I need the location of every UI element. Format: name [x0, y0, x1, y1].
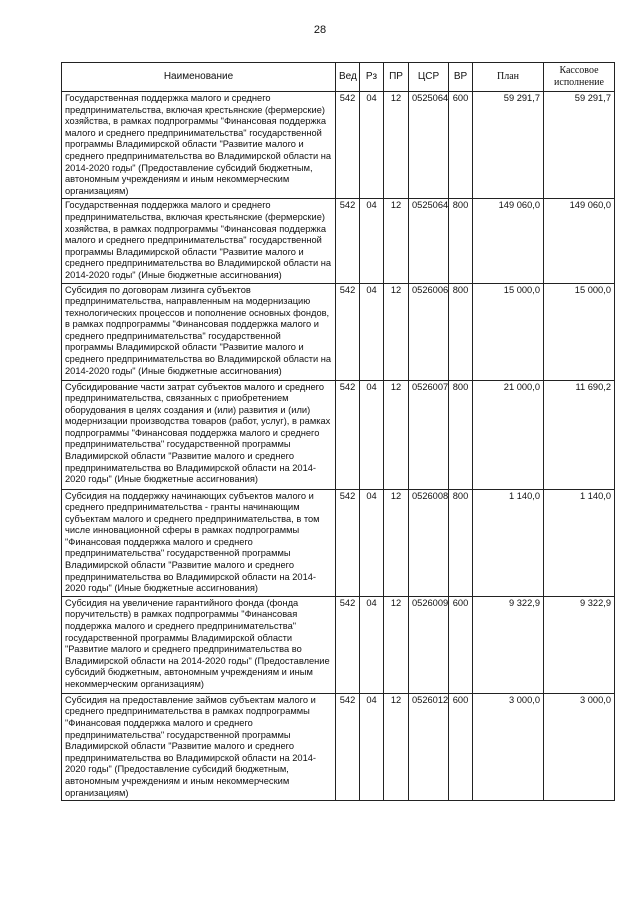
table-row: [62, 489, 615, 596]
row-execution: 9 322,9: [544, 596, 615, 693]
row-name: Субсидия по договорам лизинга субъектов предпринимательства, направленным на модернизацию технологических процессов и пополнение основных фондов, в рамках подпрограммы "Финансовая поддержка малого и среднего предпринимательства" государственной программы Владимирской области "Развитие малого и среднего предпринимательства во Владимирской области на 2014-2020 годы" (Иные бюджетные ассигнования): [62, 283, 336, 380]
row-name: Субсидия на увеличение гарантийного фонда (фонда поручительств) в рамках подпрограммы "Финансовая поддержка малого и среднего предпринимательства" государственной программы Владимирской области "Развитие малого и среднего предпринимательства во Владимирской области на 2014-2020 годы" (Предоставление субсидий бюджетным, автономным учреждениям и иным некоммерческим организациям): [62, 596, 336, 693]
budget-table: [61, 62, 615, 801]
row-pr: 12: [384, 489, 409, 596]
row-execution: 11 690,2: [544, 380, 615, 489]
row-plan: 1 140,0: [473, 489, 544, 596]
row-name: Государственная поддержка малого и среднего предпринимательства, включая крестьянские (фермерские) хозяйства, в рамках подпрограммы "Финансовая поддержка малого и среднего предпринимательства" государственной программы Владимирской области "Развитие малого и среднего предпринимательства во Владимирской области на 2014-2020 годы" (Иные бюджетные ассигнования): [62, 199, 336, 283]
row-name: Государственная поддержка малого и среднего предпринимательства, включая крестьянские (фермерские) хозяйства, в рамках подпрограммы "Финансовая поддержка малого и среднего предпринимательства" государственной программы Владимирской области "Развитие малого и среднего предпринимательства во Владимирской области на 2014-2020 годы" (Предоставление субсидий бюджетным, автономным учреждениям и иным некоммерческим организациям): [62, 92, 336, 199]
row-vr: 800: [449, 199, 473, 283]
row-execution: 15 000,0: [544, 283, 615, 380]
row-vr: 600: [449, 92, 473, 199]
table-body: [62, 92, 615, 801]
row-rz: 04: [360, 693, 384, 800]
row-pr: 12: [384, 283, 409, 380]
header-name: Наименование: [62, 63, 336, 92]
row-csr: 0526009: [409, 596, 449, 693]
row-plan: 9 322,9: [473, 596, 544, 693]
header-ved: Вед: [336, 63, 360, 92]
header-pr: ПР: [384, 63, 409, 92]
header-vr: ВР: [449, 63, 473, 92]
row-ved: 542: [336, 199, 360, 283]
row-csr: 0526007: [409, 380, 449, 489]
row-ved: 542: [336, 489, 360, 596]
row-plan: 3 000,0: [473, 693, 544, 800]
table-row: [62, 380, 615, 489]
row-ved: 542: [336, 596, 360, 693]
row-vr: 800: [449, 489, 473, 596]
row-csr: 0526006: [409, 283, 449, 380]
row-csr: 0525064: [409, 92, 449, 199]
row-name: Субсидирование части затрат субъектов малого и среднего предпринимательства, связанных с приобретением оборудования в целях создания и (или) развития и (или) модернизации производства товаров (работ, услуг), в рамках подпрограммы "Финансовая поддержка малого и среднего предпринимательства" государственной программы Владимирской области "Развитие малого и среднего предпринимательства во Владимирской области на 2014-2020 годы" (Иные бюджетные ассигнования): [62, 380, 336, 489]
row-rz: 04: [360, 380, 384, 489]
row-ved: 542: [336, 693, 360, 800]
row-plan: 21 000,0: [473, 380, 544, 489]
row-ved: 542: [336, 380, 360, 489]
row-rz: 04: [360, 283, 384, 380]
header-rz: Рз: [360, 63, 384, 92]
row-rz: 04: [360, 199, 384, 283]
page-number: 28: [313, 24, 327, 36]
row-execution: 59 291,7: [544, 92, 615, 199]
row-execution: 1 140,0: [544, 489, 615, 596]
table-row: [62, 283, 615, 380]
row-rz: 04: [360, 92, 384, 199]
row-ved: 542: [336, 283, 360, 380]
header-plan: План: [473, 63, 544, 92]
row-vr: 600: [449, 693, 473, 800]
row-name: Субсидия на предоставление займов субъектам малого и среднего предпринимательства в рамках подпрограммы "Финансовая поддержка малого и среднего предпринимательства" государственной программы Владимирской области "Развитие малого и среднего предпринимательства во Владимирской области на 2014-2020 годы" (Предоставление субсидий бюджетным, автономным учреждениям и иным некоммерческим организациям): [62, 693, 336, 800]
row-pr: 12: [384, 199, 409, 283]
row-pr: 12: [384, 92, 409, 199]
row-vr: 600: [449, 596, 473, 693]
row-csr: 0526012: [409, 693, 449, 800]
row-ved: 542: [336, 92, 360, 199]
table-row: [62, 92, 615, 199]
row-rz: 04: [360, 596, 384, 693]
row-execution: 3 000,0: [544, 693, 615, 800]
table-row: [62, 693, 615, 800]
row-csr: 0525064: [409, 199, 449, 283]
row-pr: 12: [384, 693, 409, 800]
row-plan: 59 291,7: [473, 92, 544, 199]
table-row: [62, 596, 615, 693]
row-csr: 0526008: [409, 489, 449, 596]
row-rz: 04: [360, 489, 384, 596]
header-csr: ЦСР: [409, 63, 449, 92]
row-vr: 800: [449, 283, 473, 380]
row-pr: 12: [384, 596, 409, 693]
row-plan: 15 000,0: [473, 283, 544, 380]
header-execution: Кассовое исполнение: [544, 63, 615, 92]
row-name: Субсидия на поддержку начинающих субъектов малого и среднего предпринимательства - гранты начинающим субъектам малого и среднего предпринимательства, в том числе инновационной сферы в рамках подпрограммы "Финансовая поддержка малого и среднего предпринимательства" государственной программы Владимирской области "Развитие малого и среднего предпринимательства во Владимирской области на 2014-2020 годы" (Иные бюджетные ассигнования): [62, 489, 336, 596]
table-row: [62, 199, 615, 283]
row-plan: 149 060,0: [473, 199, 544, 283]
table-header: [62, 63, 615, 92]
row-pr: 12: [384, 380, 409, 489]
row-execution: 149 060,0: [544, 199, 615, 283]
row-vr: 800: [449, 380, 473, 489]
